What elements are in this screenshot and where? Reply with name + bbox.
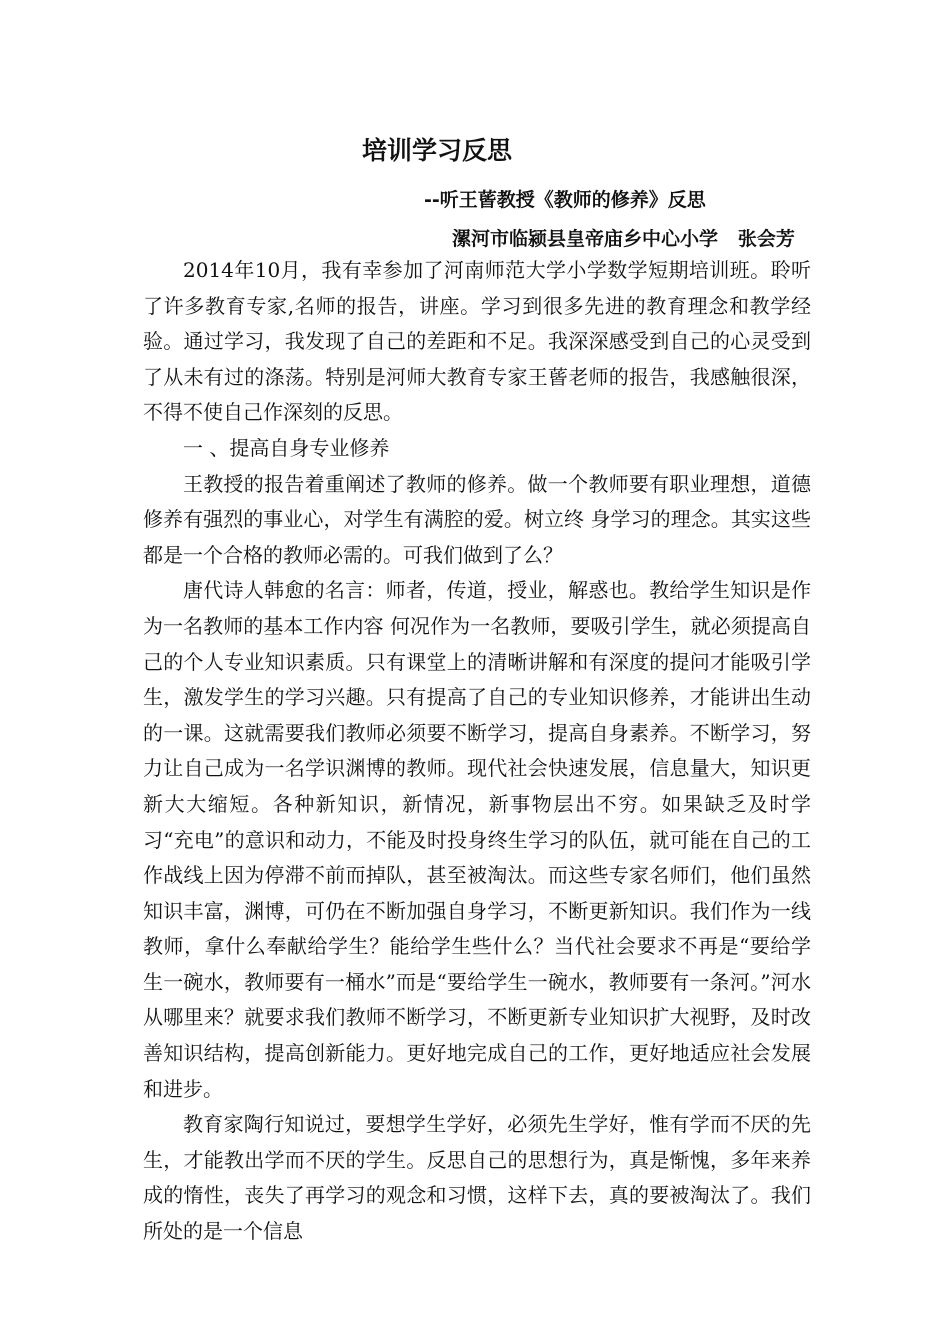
document-title: 培训学习反思 bbox=[362, 136, 513, 165]
paragraph-intro: 2014年10月，我有幸参加了河南师范大学小学数学短期培训班。聆听了许多教育专家,名师的报告，讲座。学习到很多先进的教育理念和教学经验。通过学习，我发现了自己的差距和不足。我深深感受到自己的心灵受到了从未有过的涤荡。特别是河师大教育专家王蒈老师的报告，我感触很深，不得不使自己作深刻的反思。 bbox=[143, 258, 811, 425]
document-body bbox=[143, 253, 811, 1250]
paragraph-report: 王教授的报告着重阐述了教师的修养。做一个教师要有职业理想，道德修养有强烈的事业心，对学生有满腔的爱。树立终 身学习的理念。其实这些都是一个合格的教师必需的。可我们做到了么？ bbox=[143, 471, 811, 567]
document-subtitle: --听王蒈教授《教师的修养》反思 bbox=[424, 189, 706, 211]
document-author: 漯河市临颍县皇帝庙乡中心小学 张会芳 bbox=[452, 228, 795, 250]
paragraph-tao-xingzhi: 教育家陶行知说过，要想学生学好，必须先生学好，惟有学而不厌的先生，才能教出学而不厌的学生。反思自己的思想行为，真是惭愧，多年来养成的惰性，丧失了再学习的观念和习惯，这样下去，真的要被淘汰了。我们所处的是一个信息 bbox=[143, 1112, 811, 1244]
paragraph-han-yu: 唐代诗人韩愈的名言：师者，传道，授业，解惑也。教给学生知识是作为一名教师的基本工作内容 何况作为一名教师，要吸引学生，就必须提高自己的个人专业知识素质。只有课堂上的清晰讲解和有深度的提问才能吸引学生，激发学生的学习兴趣。只有提高了自己的专业知识修养，才能讲出生动的一课。这就需要我们教师必须要不断学习，提高自身素养。不断学习，努力让自己成为一名学识渊博的教师。现代社会快速发展，信息量大，知识更新大大缩短。各种新知识，新情况，新事物层出不穷。如果缺乏及时学习“充电”的意识和动力，不能及时投身终生学习的队伍，就可能在自己的工作战线上因为停滞不前而掉队，甚至被淘汰。而这些专家名师们，他们虽然知识丰富，渊博，可仍在不断加强自身学习，不断更新知识。我们作为一线教师，拿什么奉献给学生？能给学生些什么？当代社会要求不再是“要给学生一碗水，教师要有一桶水”而是“要给学生一碗水，教师要有一条河。”河水从哪里来？就要求我们教师不断学习，不断更新专业知识扩大视野，及时改善知识结构，提高创新能力。更好地完成自己的工作，更好地适应社会发展和进步。 bbox=[143, 578, 811, 1101]
section-heading: 一 、提高自身专业修养 bbox=[183, 435, 390, 460]
